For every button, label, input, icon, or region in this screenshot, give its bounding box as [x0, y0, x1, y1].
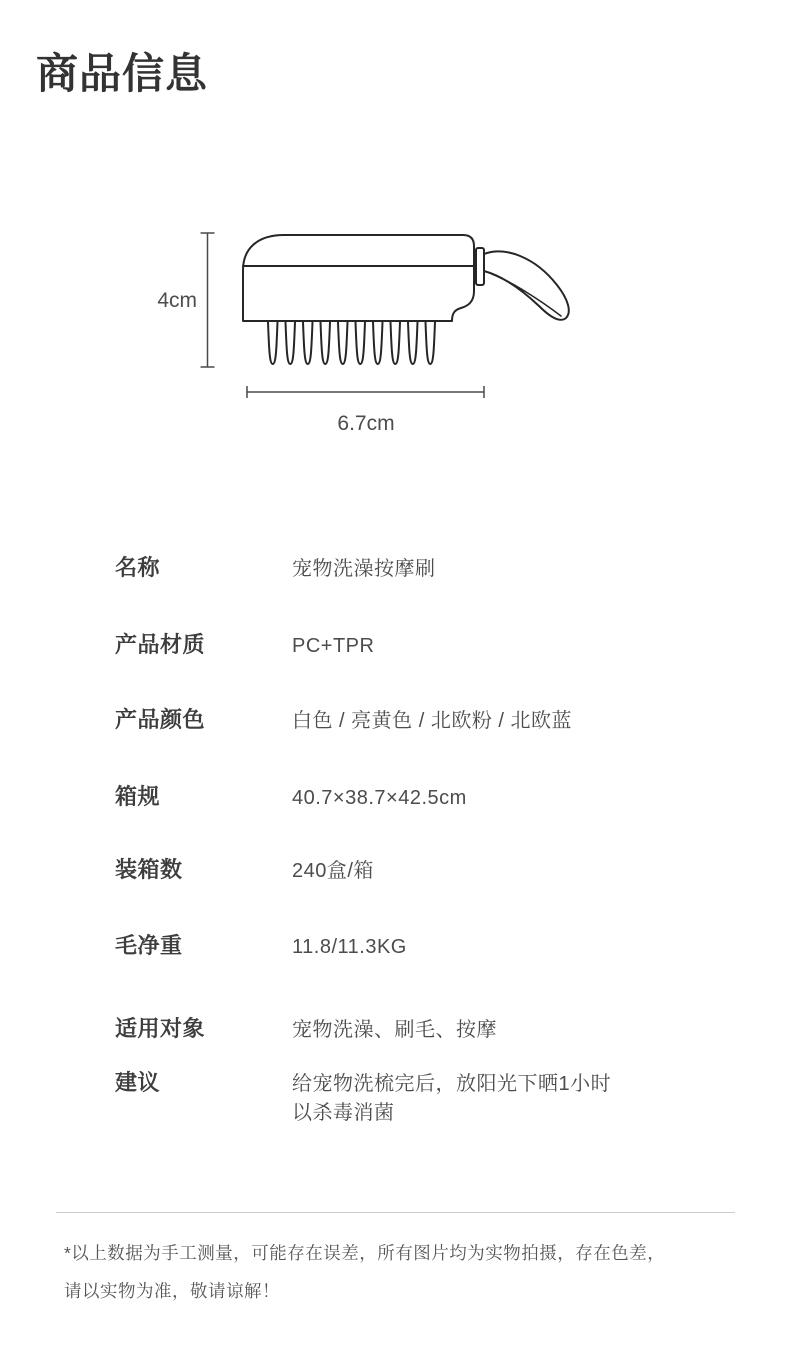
spec-value: 240盒/箱 [292, 860, 374, 882]
spec-value: 40.7×38.7×42.5cm [292, 787, 467, 809]
spec-value: 宠物洗澡、刷毛、按摩 [292, 1019, 497, 1041]
spec-label: 适用对象 [115, 1016, 206, 1041]
strap-anchor [476, 248, 484, 285]
spec-label: 箱规 [115, 784, 161, 809]
height-dimension-line [201, 233, 215, 367]
suggestion-line-1: 给宠物洗梳完后，放阳光下晒1小时 [292, 1073, 612, 1095]
footnote-line-1: *以上数据为手工测量，可能存在误差，所有图片均为实物拍摄，存在色差， [64, 1243, 666, 1263]
brush-bristles [268, 322, 435, 364]
spec-row-packing-qty [115, 855, 750, 886]
spec-row-material [115, 630, 750, 661]
footnote-line-2: 请以实物为准，敬请谅解！ [64, 1281, 280, 1301]
spec-label: 毛净重 [115, 933, 183, 958]
width-dimension-line [247, 386, 484, 398]
spec-label: 装箱数 [115, 857, 183, 882]
spec-value [292, 1069, 611, 1128]
spec-row-carton-size [115, 782, 750, 813]
spec-value: 白色 / 亮黄色 / 北欧粉 / 北欧蓝 [292, 710, 573, 732]
spec-label: 建议 [115, 1070, 161, 1095]
footnote-divider [56, 1212, 735, 1213]
spec-label: 产品材质 [115, 632, 206, 657]
footnote [64, 1234, 750, 1310]
spec-label: 产品颜色 [115, 707, 206, 732]
spec-value: 11.8/11.3KG [292, 936, 407, 958]
spec-row-name [115, 553, 750, 584]
spec-row-weight [115, 931, 750, 962]
product-dimension-figure [0, 0, 790, 470]
brush-strap [484, 251, 569, 319]
width-dimension-label: 6.7cm [337, 412, 395, 435]
spec-value: PC+TPR [292, 635, 375, 657]
height-dimension-label: 4cm [157, 289, 197, 312]
page-title: 商品信息 [36, 50, 209, 97]
suggestion-line-2: 以杀毒消菌 [292, 1102, 395, 1124]
spec-row-color [115, 705, 750, 736]
spec-value: 宠物洗澡按摩刷 [292, 558, 436, 580]
spec-row-suggestion [115, 1068, 750, 1128]
spec-label: 名称 [115, 555, 161, 580]
spec-row-applicable [115, 1014, 750, 1045]
brush-outline [243, 235, 484, 321]
